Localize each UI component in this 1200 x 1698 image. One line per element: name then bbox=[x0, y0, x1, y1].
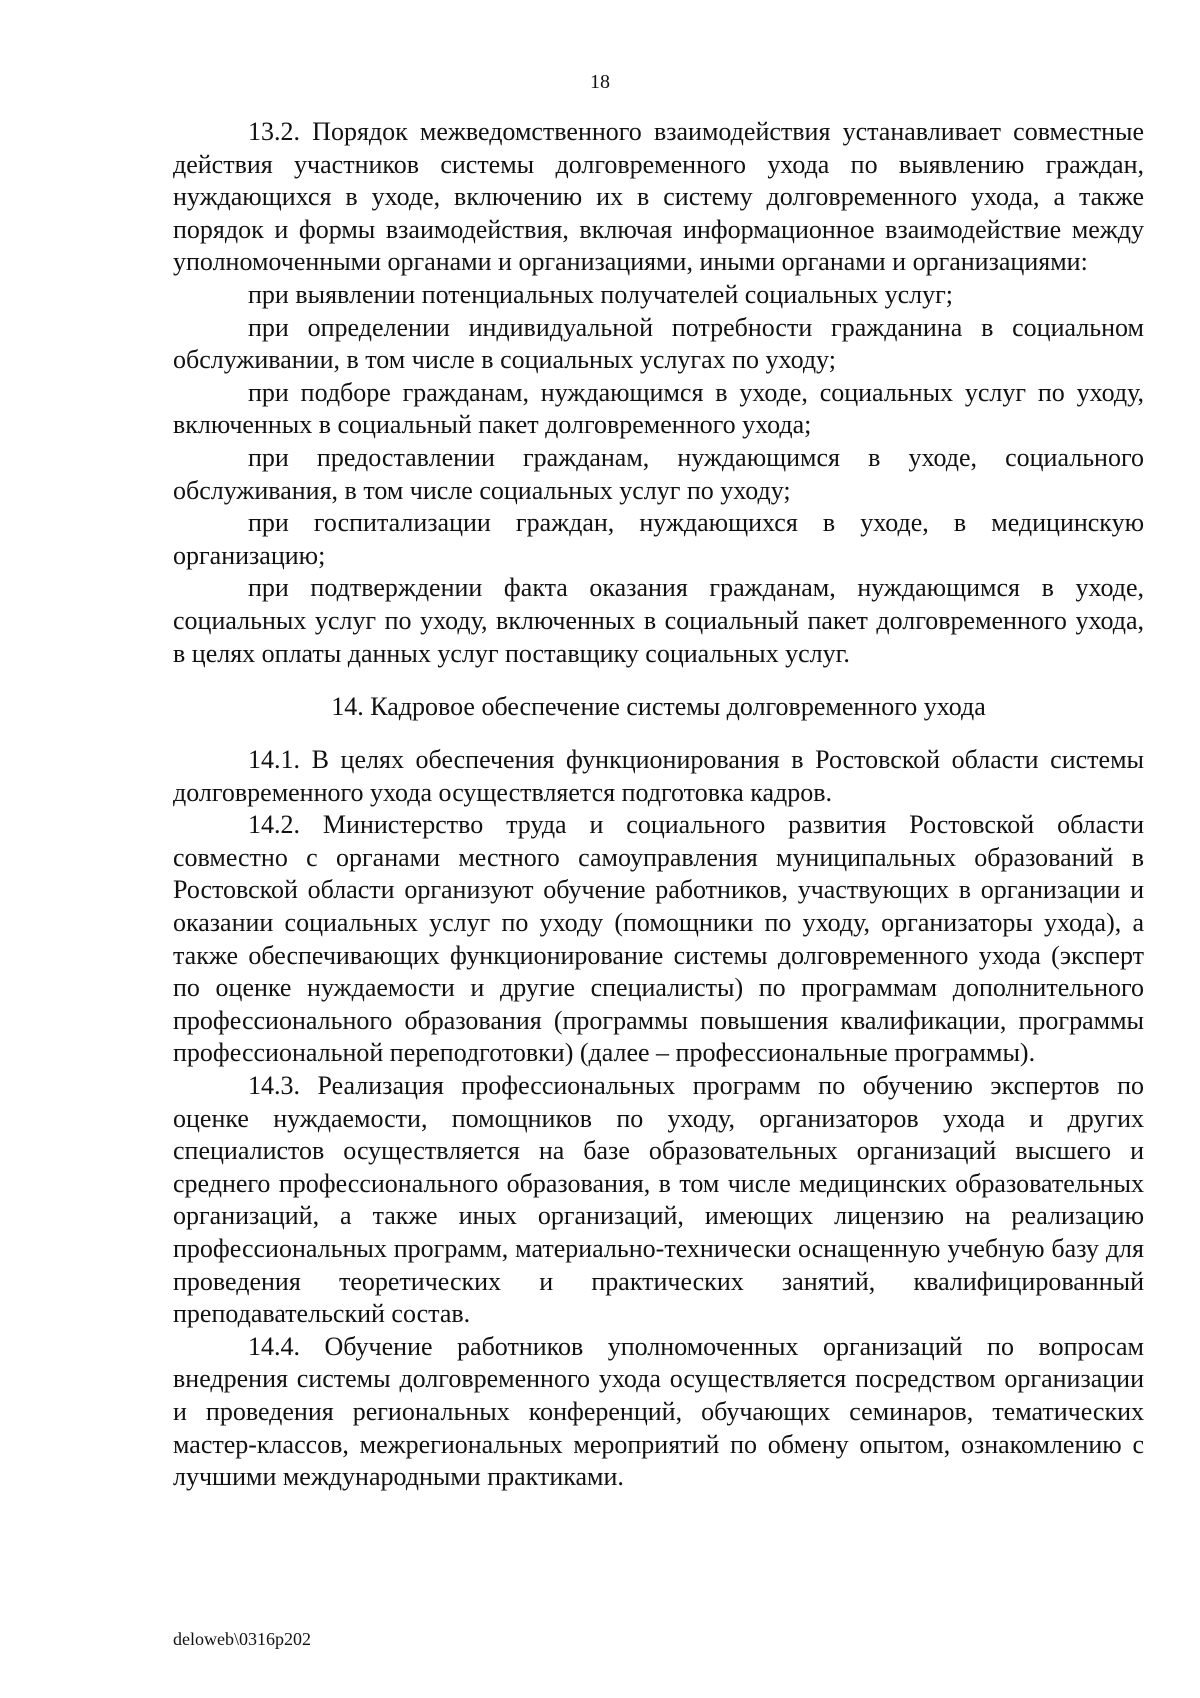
paragraph-14-3: 14.3. Реализация профессиональных программ по обучению экспертов по оценке нуждаемости, помощников по уходу, организаторов ухода и других специалистов осуществляется на базе образовательных организаций высшего и среднего профессионального образования, в том числе медицинских образовательных организаций, а также иных организаций, имеющих лицензию на реализацию профессиональных программ, материально-технически оснащенную учебную базу для проведения теоретических и практических занятий, квалифицированный преподавательский состав. bbox=[173, 1071, 1144, 1329]
document-body bbox=[173, 116, 1144, 1494]
paragraph-14-1: 14.1. В целях обеспечения функционирования в Ростовской области системы долговременного ухода осуществляется подготовка кадров. bbox=[173, 745, 1144, 807]
list-item-service-provision: при предоставлении гражданам, нуждающимся в уходе, социального обслуживания, в том числе социальных услуг по уходу; bbox=[173, 442, 1144, 505]
paragraph-14-4: 14.4. Обучение работников уполномоченных организаций по вопросам внедрения системы долговременного ухода осуществляется посредством организации и проведения региональных конференций, обучающих семинаров, тематических мастер-классов, межрегиональных мероприятий по обмену опытом, ознакомлению с лучшими международными практиками. bbox=[173, 1331, 1144, 1492]
list-item-identification: при выявлении потенциальных получателей социальных услуг; bbox=[248, 279, 953, 309]
list-item-hospitalization: при госпитализации граждан, нуждающихся в уходе, в медицинскую организацию; bbox=[173, 508, 1144, 570]
page-number: 18 bbox=[590, 71, 610, 93]
list-item-service-selection: при подборе гражданам, нуждающимся в уходе, социальных услуг по уходу, включенных в социальный пакет долговременного ухода; bbox=[173, 377, 1144, 440]
footer-document-code: deloweb\0316p202 bbox=[173, 1629, 311, 1649]
paragraph-13-2: 13.2. Порядок межведомственного взаимодействия устанавливает совместные действия участников системы долговременного ухода по выявлению граждан, нуждающихся в уходе, включению их в систему долговременного ухода, а также порядок и формы взаимодействия, включая информационное взаимодействие между уполномоченными органами и организациями, иными органами и организациями: bbox=[173, 117, 1144, 277]
list-item-confirmation: при подтверждении факта оказания гражданам, нуждающимся в уходе, социальных услуг по уходу, включенных в социальный пакет долговременного ухода, в целях оплаты данных услуг поставщику социальных услуг. bbox=[173, 573, 1144, 668]
section-heading-14: 14. Кадровое обеспечение системы долговременного ухода bbox=[331, 692, 986, 722]
list-item-individual-need: при определении индивидуальной потребности гражданина в социальном обслуживании, в том числе в социальных услугах по уходу; bbox=[173, 312, 1144, 375]
paragraph-14-2: 14.2. Министерство труда и социального развития Ростовской области совместно с органами местного самоуправления муниципальных образований в Ростовской области организуют обучение работников, участвующих в организации и оказании социальных услуг по уходу (помощники по уходу, организаторы ухода), а также обеспечивающих функционирование системы долговременного ухода (эксперт по оценке нуждаемости и другие специалисты) по программам дополнительного профессионального образования (программы повышения квалификации, программы профессиональной переподготовки) (далее – профессиональные программы). bbox=[173, 810, 1144, 1068]
